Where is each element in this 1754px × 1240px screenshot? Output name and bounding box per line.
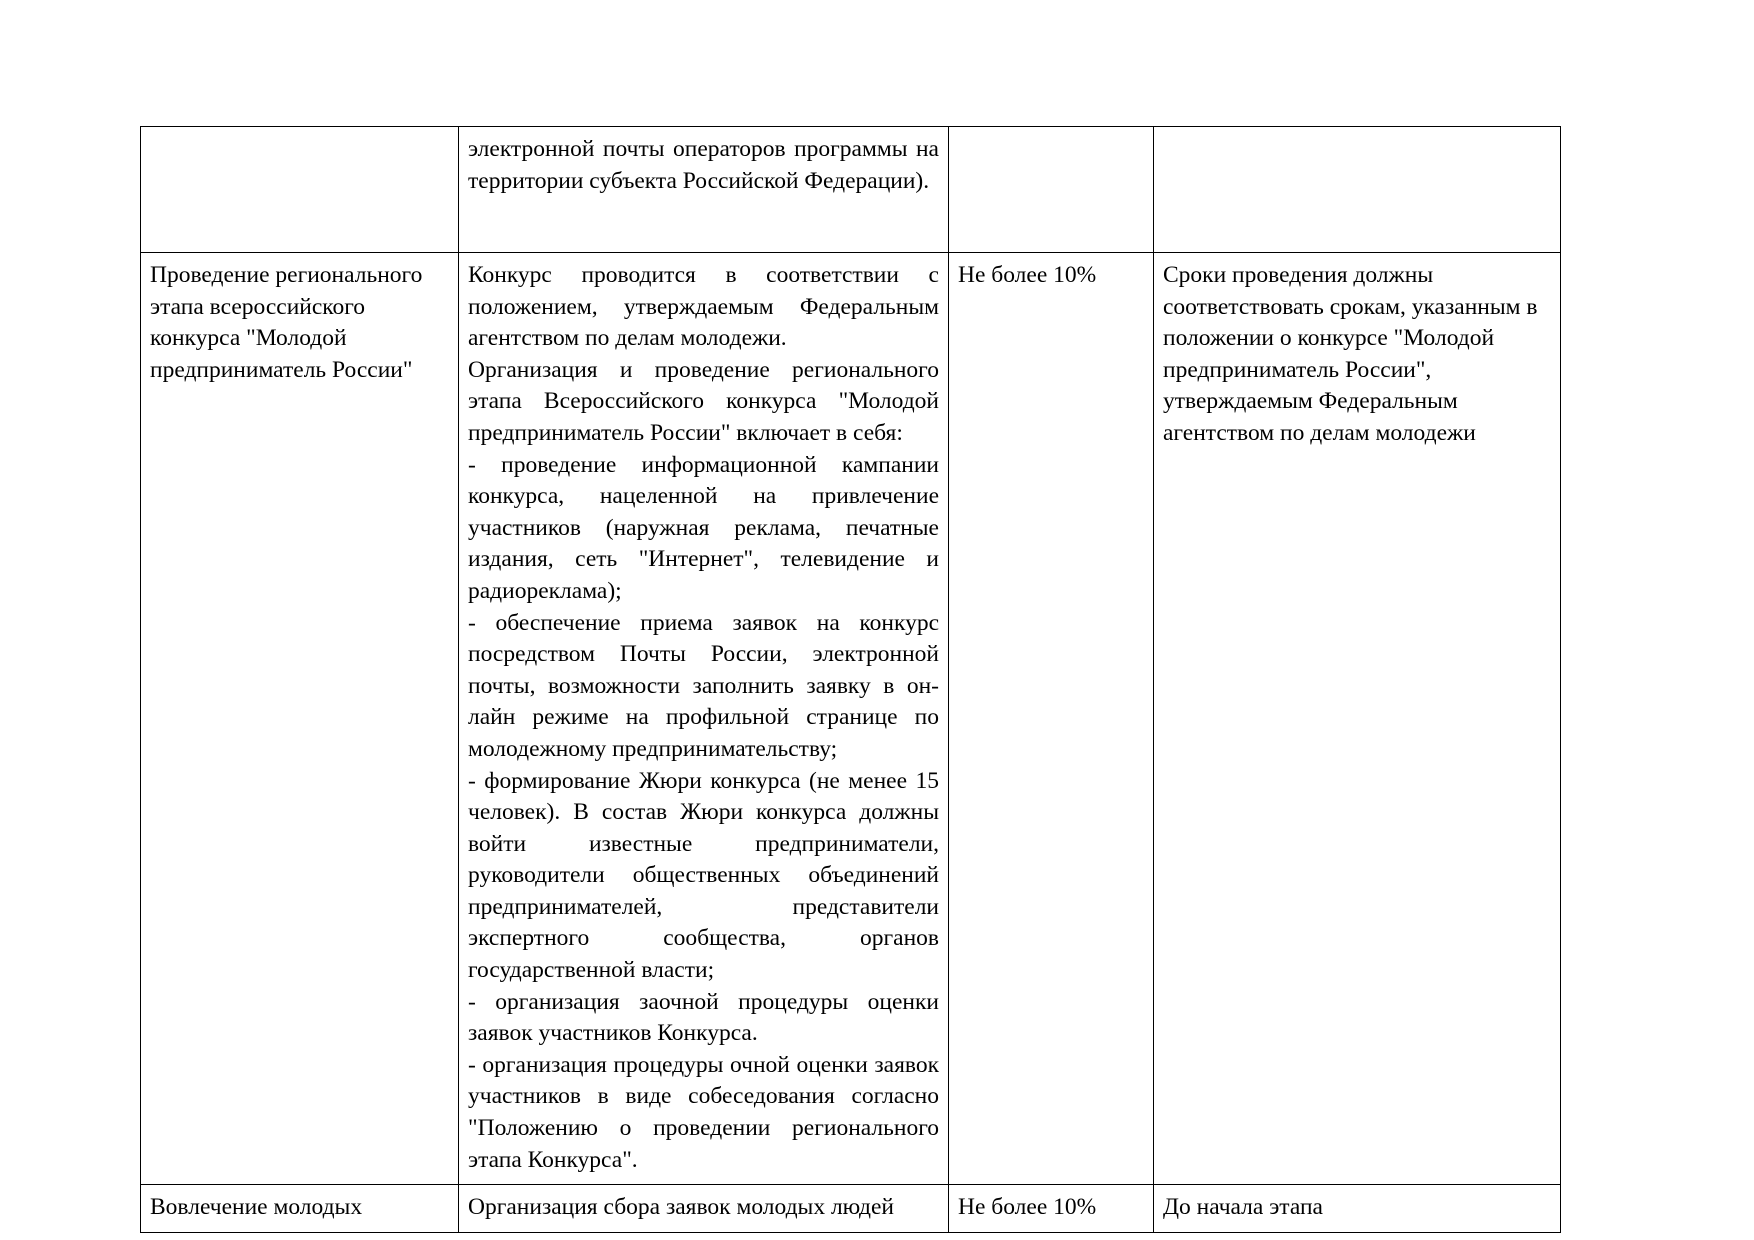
cell-deadline-empty [1154, 127, 1561, 253]
cell-text: Организация сбора заявок молодых людей [468, 1194, 895, 1221]
cell-text: Не более 10% [958, 262, 1097, 288]
paragraph: - проведение информационной кампании конкурса, нацеленной на привлечение участников (наружная реклама, печатные издания, сеть "Интернет", телевидение и радиореклама); [468, 451, 939, 604]
cell-activity-description [459, 127, 949, 253]
cell-deadline [1154, 253, 1561, 1185]
cell-text: Вовлечение молодых [150, 1194, 363, 1221]
cell-text: До начала этапа [1163, 1194, 1323, 1221]
cell-text: Проведение регионального этапа всероссийского конкурса "Молодой предприниматель России" [150, 262, 423, 383]
paragraph: - обеспечение приема заявок на конкурс посредством Почты России, электронной почты, возможности заполнить заявку в он-лайн режиме на профильной странице по молодежному предпринимательству; [468, 609, 939, 762]
cell-text: электронной почты операторов программы на территории субъекта Российской Федерации). [468, 136, 939, 194]
cell-cost-share-empty [949, 127, 1154, 253]
paragraph-list [468, 260, 939, 1176]
paragraph: Конкурс проводится в соответствии с положением, утверждаемым Федеральным агентством по делам молодежи. [468, 262, 939, 352]
paragraph: - организация процедуры очной оценки заявок участников в виде собеседования согласно "Положению о проведении регионального этапа Конкурса". [468, 1051, 939, 1173]
cell-cost-share [949, 253, 1154, 1185]
table-row [141, 1185, 1561, 1233]
cell-activity-name [141, 253, 459, 1185]
cell-deadline [1154, 1185, 1561, 1233]
table-row [141, 253, 1561, 1185]
cell-text: Сроки проведения должны соответствовать срокам, указанным в положении о конкурсе "Молодой предприниматель России", утверждаемым Федеральным агентством по делам молодежи [1163, 262, 1538, 446]
paragraph: Организация и проведение регионального этапа Всероссийского конкурса "Молодой предприниматель России" включает в себя: [468, 356, 939, 446]
cell-text: Не более 10% [958, 1194, 1097, 1221]
activities-table [140, 126, 1561, 1233]
cell-activity-name-empty [141, 127, 459, 253]
cell-cost-share [949, 1185, 1154, 1233]
paragraph: - формирование Жюри конкурса (не менее 15 человек). В состав Жюри конкурса должны войти известные предприниматели, руководители общественных объединений предпринимателей, представители экспертного сообщества, органов государственной власти; [468, 767, 939, 984]
cell-activity-description [459, 1185, 949, 1233]
cell-activity-name [141, 1185, 459, 1233]
cell-activity-description [459, 253, 949, 1185]
table-row [141, 127, 1561, 253]
paragraph: - организация заочной процедуры оценки заявок участников Конкурса. [468, 988, 939, 1047]
